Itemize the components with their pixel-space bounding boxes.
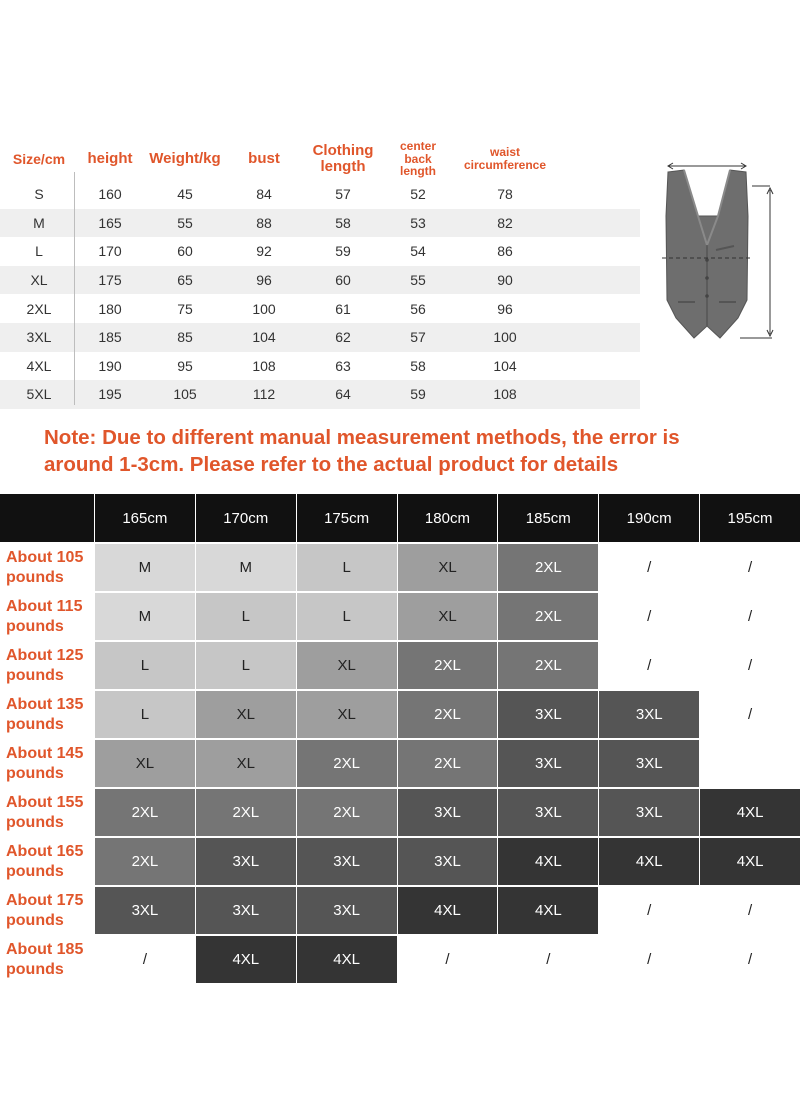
grid-row xyxy=(0,936,800,983)
cell-height: 160 xyxy=(98,186,122,203)
grid-size-cell: / xyxy=(398,936,498,983)
cell-waist-circumference: 86 xyxy=(497,243,513,260)
cell-center-back-length: 57 xyxy=(410,329,426,346)
grid-row xyxy=(0,691,800,738)
grid-size-cell: L xyxy=(95,642,195,689)
size-table-row xyxy=(0,180,640,209)
cell-waist-circumference: 90 xyxy=(497,272,513,289)
cell-clothing-length: 64 xyxy=(335,386,351,403)
grid-size-cell: 3XL xyxy=(599,740,699,787)
header-size: Size/cm xyxy=(12,150,66,167)
grid-size-cell: 2XL xyxy=(498,544,598,591)
cell-weight: 55 xyxy=(177,214,193,231)
grid-size-cell: / xyxy=(599,642,699,689)
weight-label-unit: pounds xyxy=(6,813,64,831)
weight-label xyxy=(0,642,94,689)
table-divider xyxy=(74,172,75,405)
weight-label xyxy=(0,691,94,738)
grid-height-header: 190cm xyxy=(599,494,699,542)
weight-label-value: About 175 xyxy=(6,891,84,909)
weight-label-value: About 155 xyxy=(6,793,84,811)
header-center-back-length: center back length xyxy=(399,139,437,179)
grid-size-cell: 4XL xyxy=(599,838,699,885)
cell-height: 170 xyxy=(98,243,122,260)
grid-size-cell: L xyxy=(297,593,397,640)
weight-label-unit: pounds xyxy=(6,666,64,684)
cell-bust: 100 xyxy=(252,300,276,317)
measurement-note xyxy=(44,424,784,478)
cell-center-back-length: 55 xyxy=(410,272,426,289)
cell-clothing-length: 62 xyxy=(335,329,351,346)
grid-size-cell: 3XL xyxy=(95,887,195,934)
header-waist-circumference: waist circumference xyxy=(463,145,547,172)
cell-weight: 105 xyxy=(173,386,197,403)
grid-size-cell: / xyxy=(599,544,699,591)
cell-center-back-length: 54 xyxy=(410,243,426,260)
weight-label-value: About 135 xyxy=(6,695,84,713)
weight-label-unit: pounds xyxy=(6,911,64,929)
size-recommendation-grid xyxy=(0,494,800,983)
weight-label-unit: pounds xyxy=(6,764,64,782)
grid-size-cell: 2XL xyxy=(498,642,598,689)
grid-row xyxy=(0,593,800,640)
grid-size-cell: 3XL xyxy=(498,789,598,836)
cell-waist-circumference: 104 xyxy=(493,357,517,374)
cell-clothing-length: 58 xyxy=(335,214,351,231)
weight-label-unit: pounds xyxy=(6,568,64,586)
size-table-row xyxy=(0,209,640,238)
grid-size-cell: XL xyxy=(196,691,296,738)
grid-size-cell: 4XL xyxy=(498,838,598,885)
grid-row xyxy=(0,887,800,934)
cell-size: XL xyxy=(30,272,48,289)
grid-size-cell: 3XL xyxy=(297,838,397,885)
cell-clothing-length: 61 xyxy=(335,300,351,317)
size-table-row xyxy=(0,266,640,295)
grid-size-cell: 3XL xyxy=(498,740,598,787)
grid-size-cell: 2XL xyxy=(196,789,296,836)
grid-size-cell: 4XL xyxy=(297,936,397,983)
cell-center-back-length: 59 xyxy=(410,386,426,403)
grid-size-cell: M xyxy=(95,544,195,591)
grid-size-cell: 3XL xyxy=(398,838,498,885)
grid-size-cell: / xyxy=(700,544,800,591)
vest-icon xyxy=(666,170,748,338)
grid-size-cell: 4XL xyxy=(196,936,296,983)
grid-size-cell: 3XL xyxy=(599,691,699,738)
header-clothing-length: Clothing length xyxy=(312,142,374,175)
cell-size: 3XL xyxy=(26,329,52,346)
grid-size-cell: 2XL xyxy=(95,789,195,836)
cell-weight: 65 xyxy=(177,272,193,289)
grid-size-cell: L xyxy=(297,544,397,591)
grid-size-cell: XL xyxy=(297,691,397,738)
grid-size-cell: L xyxy=(95,691,195,738)
grid-height-header: 175cm xyxy=(297,494,397,542)
size-table-row xyxy=(0,380,640,409)
grid-size-cell: / xyxy=(700,642,800,689)
grid-size-cell: M xyxy=(95,593,195,640)
cell-weight: 95 xyxy=(177,357,193,374)
cell-weight: 85 xyxy=(177,329,193,346)
grid-size-cell: XL xyxy=(95,740,195,787)
cell-waist-circumference: 78 xyxy=(497,186,513,203)
grid-size-cell: / xyxy=(95,936,195,983)
weight-label-value: About 145 xyxy=(6,744,84,762)
grid-size-cell: 3XL xyxy=(297,887,397,934)
grid-height-header: 165cm xyxy=(95,494,195,542)
grid-size-cell: XL xyxy=(398,544,498,591)
cell-bust: 96 xyxy=(256,272,272,289)
weight-label xyxy=(0,593,94,640)
grid-size-cell: XL xyxy=(297,642,397,689)
header-weight: Weight/kg xyxy=(149,150,221,168)
cell-size: 5XL xyxy=(26,386,52,403)
grid-size-cell: 4XL xyxy=(700,838,800,885)
cell-size: S xyxy=(34,186,44,203)
grid-size-cell: / xyxy=(700,887,800,934)
grid-height-header: 170cm xyxy=(196,494,296,542)
cell-weight: 75 xyxy=(177,300,193,317)
header-height: height xyxy=(87,150,133,168)
grid-height-header: 185cm xyxy=(498,494,598,542)
note-line-1: Note: Due to different manual measurement methods, the error is xyxy=(44,426,680,449)
grid-size-cell: 3XL xyxy=(196,838,296,885)
weight-label xyxy=(0,789,94,836)
note-line-2: around 1-3cm. Please refer to the actual product for details xyxy=(44,453,619,476)
weight-label-unit: pounds xyxy=(6,617,64,635)
cell-height: 175 xyxy=(98,272,122,289)
grid-size-cell: 4XL xyxy=(498,887,598,934)
grid-height-header: 195cm xyxy=(700,494,800,542)
grid-row xyxy=(0,838,800,885)
cell-waist-circumference: 100 xyxy=(493,329,517,346)
weight-label xyxy=(0,544,94,591)
grid-size-cell: / xyxy=(700,691,800,738)
grid-size-cell: 2XL xyxy=(297,740,397,787)
grid-size-cell: / xyxy=(700,936,800,983)
grid-corner xyxy=(0,494,94,542)
cell-bust: 108 xyxy=(252,357,276,374)
cell-bust: 84 xyxy=(256,186,272,203)
cell-waist-circumference: 82 xyxy=(497,214,513,231)
size-table-header xyxy=(0,138,640,180)
weight-label-unit: pounds xyxy=(6,960,64,978)
cell-height: 190 xyxy=(98,357,122,374)
weight-label-value: About 125 xyxy=(6,646,84,664)
grid-size-cell: XL xyxy=(398,593,498,640)
cell-waist-circumference: 96 xyxy=(497,300,513,317)
grid-height-header: 180cm xyxy=(398,494,498,542)
size-measurement-table xyxy=(0,138,640,409)
grid-size-cell: 2XL xyxy=(398,691,498,738)
cell-clothing-length: 63 xyxy=(335,357,351,374)
cell-center-back-length: 53 xyxy=(410,214,426,231)
cell-height: 185 xyxy=(98,329,122,346)
header-bust: bust xyxy=(248,150,280,168)
grid-size-cell: / xyxy=(599,936,699,983)
cell-clothing-length: 60 xyxy=(335,272,351,289)
grid-size-cell: / xyxy=(700,593,800,640)
cell-height: 180 xyxy=(98,300,122,317)
cell-bust: 92 xyxy=(256,243,272,260)
cell-size: 4XL xyxy=(26,357,52,374)
cell-bust: 88 xyxy=(256,214,272,231)
weight-label xyxy=(0,887,94,934)
cell-waist-circumference: 108 xyxy=(493,386,517,403)
grid-row xyxy=(0,740,800,787)
cell-center-back-length: 52 xyxy=(410,186,426,203)
grid-size-cell xyxy=(700,740,800,787)
weight-label-value: About 165 xyxy=(6,842,84,860)
grid-size-cell: / xyxy=(599,593,699,640)
cell-height: 165 xyxy=(98,214,122,231)
grid-size-cell: M xyxy=(196,544,296,591)
grid-row xyxy=(0,789,800,836)
weight-label-unit: pounds xyxy=(6,862,64,880)
cell-weight: 45 xyxy=(177,186,193,203)
cell-clothing-length: 59 xyxy=(335,243,351,260)
cell-size: M xyxy=(33,214,45,231)
weight-label-value: About 105 xyxy=(6,548,84,566)
cell-size: L xyxy=(35,243,43,260)
cell-weight: 60 xyxy=(177,243,193,260)
grid-size-cell: 3XL xyxy=(599,789,699,836)
weight-label xyxy=(0,936,94,983)
grid-row xyxy=(0,642,800,689)
cell-bust: 104 xyxy=(252,329,276,346)
grid-size-cell: 2XL xyxy=(398,740,498,787)
grid-size-cell: XL xyxy=(196,740,296,787)
grid-size-cell: / xyxy=(498,936,598,983)
size-table-row xyxy=(0,237,640,266)
grid-size-cell: 2XL xyxy=(297,789,397,836)
grid-size-cell: 2XL xyxy=(95,838,195,885)
size-table-row xyxy=(0,323,640,352)
grid-size-cell: / xyxy=(599,887,699,934)
weight-label-unit: pounds xyxy=(6,715,64,733)
vest-diagram xyxy=(640,150,800,350)
grid-size-cell: 3XL xyxy=(498,691,598,738)
grid-size-cell: 3XL xyxy=(196,887,296,934)
grid-size-cell: 4XL xyxy=(700,789,800,836)
size-table-row xyxy=(0,352,640,381)
grid-size-cell: 4XL xyxy=(398,887,498,934)
grid-row xyxy=(0,544,800,591)
cell-center-back-length: 58 xyxy=(410,357,426,374)
grid-size-cell: 3XL xyxy=(398,789,498,836)
weight-label-value: About 185 xyxy=(6,940,84,958)
cell-clothing-length: 57 xyxy=(335,186,351,203)
size-table-row xyxy=(0,294,640,323)
cell-center-back-length: 56 xyxy=(410,300,426,317)
grid-size-cell: 2XL xyxy=(398,642,498,689)
weight-label xyxy=(0,838,94,885)
cell-bust: 112 xyxy=(252,386,276,403)
grid-size-cell: L xyxy=(196,642,296,689)
grid-size-cell: L xyxy=(196,593,296,640)
grid-size-cell: 2XL xyxy=(498,593,598,640)
weight-label-value: About 115 xyxy=(6,597,83,615)
cell-height: 195 xyxy=(98,386,122,403)
weight-label xyxy=(0,740,94,787)
cell-size: 2XL xyxy=(26,300,52,317)
grid-header-row xyxy=(0,494,800,542)
